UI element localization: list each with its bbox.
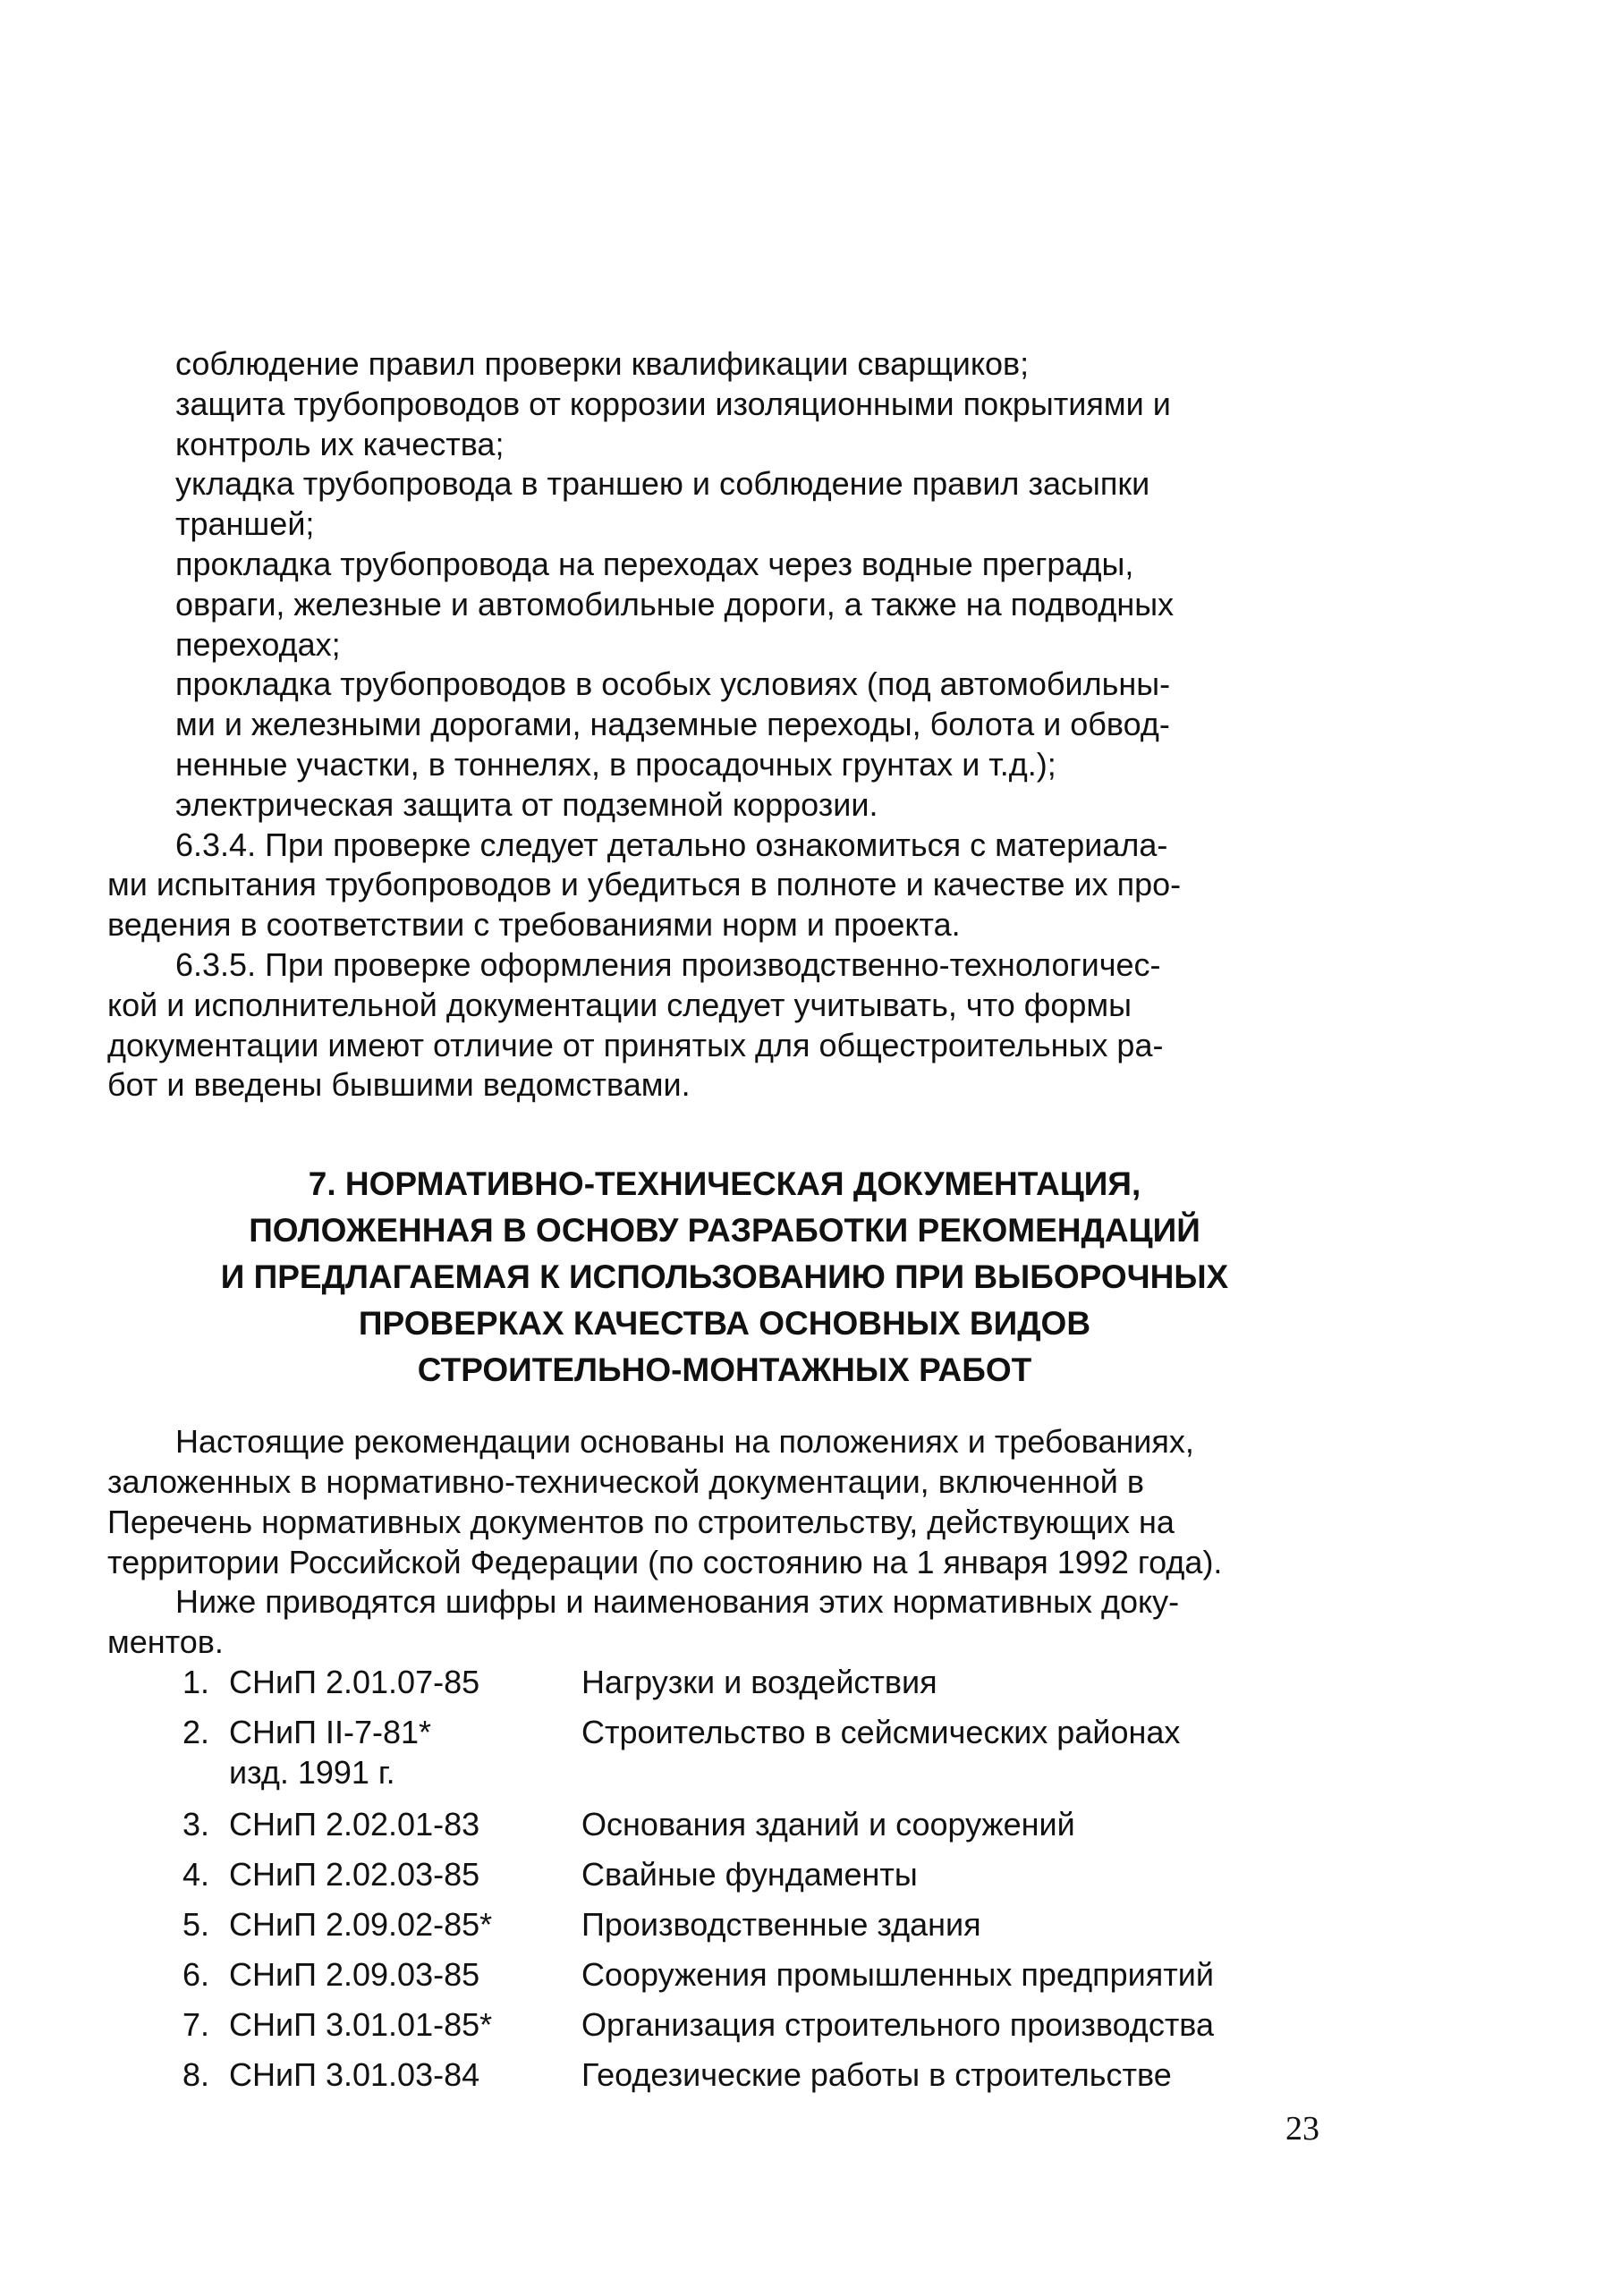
list-item xyxy=(107,1663,1342,1713)
text-line: Настоящие рекомендации основаны на положениях и требованиях, xyxy=(175,1423,1194,1461)
text-line: ми испытания трубопроводов и убедиться в полноте и качестве их про- xyxy=(107,866,1182,903)
item-title: Производственные здания xyxy=(581,1905,981,1943)
item-number: 3. xyxy=(182,1805,209,1843)
page-number: 23 xyxy=(1285,2110,1319,2148)
text-line: 6.3.5. При проверке оформления производственно-технологичес- xyxy=(175,945,1161,983)
text-line: укладка трубопровода в траншею и соблюдение правил засыпки xyxy=(175,465,1150,503)
text-line: траншей; xyxy=(175,505,315,543)
item-number: 8. xyxy=(182,2055,209,2093)
text-line: документации имеют отличие от принятых для общестроительных ра- xyxy=(107,1026,1164,1063)
text-line: ведения в соответствии с требованиями норм и проекта. xyxy=(107,906,961,944)
list-item xyxy=(107,1713,1342,1805)
list-item xyxy=(107,1955,1342,2005)
text-line: прокладка трубопровода на переходах через водные преграды, xyxy=(175,545,1134,582)
documents-list xyxy=(107,1663,1342,2105)
list-item xyxy=(107,2005,1342,2055)
item-number: 6. xyxy=(182,1955,209,1993)
intro-text xyxy=(107,1422,1342,1663)
item-title: Нагрузки и воздействия xyxy=(581,1663,937,1700)
item-title: Основания зданий и сооружений xyxy=(581,1805,1075,1843)
heading-line: ПРОВЕРКАХ КАЧЕСТВА ОСНОВНЫХ ВИДОВ xyxy=(358,1305,1091,1343)
item-code-block xyxy=(229,1713,551,1793)
text-line: Перечень нормативных документов по строительству, действующих на xyxy=(107,1503,1175,1540)
text-line: ментов. xyxy=(107,1623,224,1661)
text-line: прокладка трубопроводов в особых условиях (под автомобильны- xyxy=(175,665,1171,703)
item-title: Организация строительного производства xyxy=(581,2005,1215,2043)
list-item xyxy=(107,2055,1342,2105)
text-line: соблюдение правил проверки квалификации сварщиков; xyxy=(175,345,1030,382)
item-title: Сооружения промышленных предприятий xyxy=(581,1955,1214,1993)
list-item xyxy=(107,1905,1342,1955)
item-code-edition: изд. 1991 г. xyxy=(229,1753,395,1791)
list-item xyxy=(107,1805,1342,1855)
heading-line: И ПРЕДЛАГАЕМАЯ К ИСПОЛЬЗОВАНИЮ ПРИ ВЫБОРОЧНЫХ xyxy=(220,1258,1229,1296)
item-code: СНиП 3.01.01-85* xyxy=(229,2005,493,2043)
text-line: территории Российской Федерации (по состоянию на 1 января 1992 года). xyxy=(107,1543,1223,1580)
text-line: электрическая защита от подземной коррозии. xyxy=(175,785,878,823)
body-text-top xyxy=(107,344,1342,1106)
item-title: Свайные фундаменты xyxy=(581,1855,918,1893)
text-line: 6.3.4. При проверке следует детально ознакомиться с материала- xyxy=(175,826,1168,863)
section-heading xyxy=(107,1161,1342,1394)
text-line: кой и исполнительной документации следует учитывать, что формы xyxy=(107,986,1132,1023)
text-line: бот и введены бывшими ведомствами. xyxy=(107,1066,691,1104)
text-line: переходах; xyxy=(175,625,341,663)
text-line: Ниже приводятся шифры и наименования этих нормативных доку- xyxy=(175,1583,1180,1621)
item-code: СНиП 2.02.01-83 xyxy=(229,1805,480,1843)
text-line: овраги, железные и автомобильные дороги, а также на подводных xyxy=(175,585,1175,623)
item-number: 4. xyxy=(182,1855,209,1893)
text-line: заложенных в нормативно-технической документации, включенной в xyxy=(107,1462,1144,1500)
item-title: Строительство в сейсмических районах xyxy=(581,1713,1181,1750)
text-line: защита трубопроводов от коррозии изоляционными покрытиями и xyxy=(175,385,1171,422)
item-number: 2. xyxy=(182,1713,209,1750)
item-code: СНиП 3.01.03-84 xyxy=(229,2055,480,2093)
text-line: контроль их качества; xyxy=(175,425,505,462)
list-item xyxy=(107,1855,1342,1905)
text-line: ненные участки, в тоннелях, в просадочных грунтах и т.д.); xyxy=(175,745,1056,783)
item-code: СНиП 2.01.07-85 xyxy=(229,1663,480,1700)
heading-line: ПОЛОЖЕННАЯ В ОСНОВУ РАЗРАБОТКИ РЕКОМЕНДАЦИЙ xyxy=(249,1212,1200,1250)
item-title: Геодезические работы в строительстве xyxy=(581,2055,1172,2093)
text-line: ми и железными дорогами, надземные переходы, болота и обвод- xyxy=(175,706,1170,743)
item-code: СНиП 2.02.03-85 xyxy=(229,1855,480,1893)
item-code: СНиП II-7-81* xyxy=(229,1713,432,1750)
document-page xyxy=(107,344,1342,2105)
item-number: 1. xyxy=(182,1663,209,1700)
item-number: 7. xyxy=(182,2005,209,2043)
item-code: СНиП 2.09.03-85 xyxy=(229,1955,480,1993)
heading-line: СТРОИТЕЛЬНО-МОНТАЖНЫХ РАБОТ xyxy=(417,1351,1032,1389)
item-code: СНиП 2.09.02-85* xyxy=(229,1905,493,1943)
item-number: 5. xyxy=(182,1905,209,1943)
heading-line: 7. НОРМАТИВНО-ТЕХНИЧЕСКАЯ ДОКУМЕНТАЦИЯ, xyxy=(308,1165,1141,1203)
